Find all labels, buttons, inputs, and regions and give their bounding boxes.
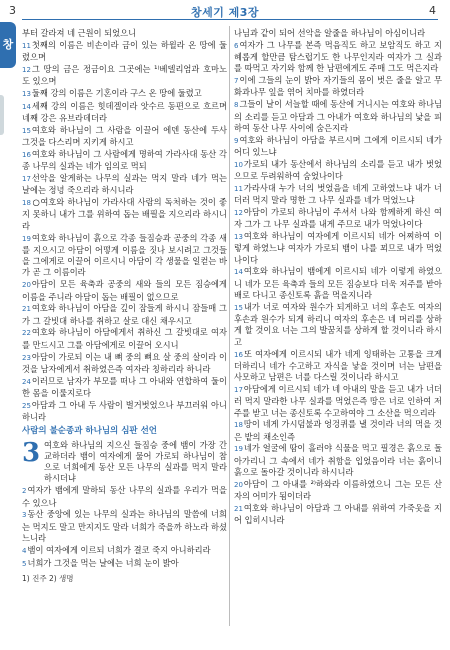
- verse: [234, 443, 442, 478]
- verse: [234, 207, 442, 231]
- verse: [234, 231, 442, 266]
- verse-text: 이러므로 남자가 부모를 떠나 그 아내와 연합하여 둘이 한 몸을 이룰지로다: [22, 375, 227, 398]
- verse-text: 첫째의 이름은 비손이라 금이 있는 하윌라 온 땅에 둘렸으며: [22, 39, 227, 63]
- verse-number: 2: [22, 487, 27, 496]
- verse-number: 11: [22, 41, 31, 50]
- verse: [22, 64, 227, 88]
- verse: [234, 135, 442, 159]
- verse-number: 11: [234, 184, 243, 193]
- page-header: [0, 0, 450, 20]
- verse: [234, 183, 442, 207]
- verse-number: 20: [234, 480, 243, 489]
- page-number-right: 4: [429, 4, 436, 17]
- verse-text: 여호와 하나님이 아담에게서 취하신 그 갈빗대로 여자를 만드시고 그를 아담에게로 이끌어 오시니: [22, 327, 227, 350]
- chapter-start: [22, 437, 227, 485]
- verse: [22, 233, 227, 279]
- verse-number: 13: [22, 89, 31, 98]
- verse-number: 7: [234, 77, 239, 86]
- verse-text: 여자가 그 나무를 본즉 먹음직도 하고 보암직도 하고 지혜롭게 할만큼 탐스럽기도 한 나무인지라 여자가 그 실과를 따먹고 자기와 함께 한 남편에게도 주매 그도 먹은지라: [234, 39, 442, 74]
- verse-number: 14: [22, 102, 31, 111]
- verse-number: 17: [22, 175, 31, 184]
- verse: [22, 545, 227, 557]
- verse: [22, 40, 227, 64]
- verse-text: 아담이 가로되 하나님이 주셔서 나와 함께하게 하신 여자 그가 그 나무 실과를 내게 주므로 내가 먹었나이다: [234, 206, 442, 230]
- verse: [234, 503, 442, 527]
- verse: [22, 509, 227, 544]
- verse-text: 네가 얼굴에 땀이 흘러야 식물을 먹고 필경은 흙으로 돌아가리니 그 속에서 네가 취함을 입었음이라 너는 흙이니 흙으로 돌아갈 것이니라 하시니라: [234, 443, 442, 477]
- page-title: 창세기 제3장: [190, 6, 260, 19]
- verse: [22, 28, 227, 39]
- verse: [22, 125, 227, 149]
- column-divider: [229, 26, 230, 626]
- verse: [22, 279, 227, 303]
- verse-text: 나님과 같이 되어 선악을 알줄을 하나님이 아심이니라: [234, 28, 426, 38]
- verse-number: 12: [22, 65, 31, 74]
- verse-text: 아담이 가로되 이는 내 뼈 중의 뼈요 살 중의 살이라 이것을 남자에게서 취하였은즉 여자라 칭하리라 하니라: [22, 351, 227, 374]
- verse-number: 23: [22, 353, 31, 362]
- right-column: [234, 28, 442, 527]
- verse-text: 여호와 하나님의 지으신 들짐승 중에 뱀이 가장 간교하더라 뱀이 여자에게 물어 가로되 하나님이 참으로 너희에게 동산 모든 나무의 실과를 먹지 말라 하시더냐: [44, 439, 227, 484]
- verse-text: 여호와 하나님이 아담을 깊이 잠들게 하시니 잠들매 그가 그 갈빗대 하나를 취하고 살로 대신 채우시고: [22, 303, 227, 326]
- verse-text: 내가 너로 여자와 원수가 되게하고 너의 후손도 여자의 후손과 원수가 되게 하리니 여자의 후손은 네 머리를 상하게 할 것이요 너는 그의 발꿈치를 상하게 할 것이니라 하시고: [234, 301, 442, 347]
- verse-text: 아담이 그 아내를 ²⁾하와라 이름하였으니 그는 모든 산 자의 어미가 됨이더라: [234, 478, 442, 502]
- verse-number: 3: [22, 511, 27, 520]
- verse-number: 8: [234, 101, 239, 110]
- verse-number: 15: [234, 303, 243, 312]
- chapter-number: 3: [22, 437, 41, 468]
- verse-text: 여호와 하나님이 뱀에게 이르시되 네가 이렇게 하였으니 네가 모든 육축과 들의 모든 짐승보다 더욱 저주를 받아 배로 다니고 종신토록 흙을 먹을지니라: [234, 266, 442, 301]
- verse-text: 아담과 그 아내 두 사람이 벌거벗었으나 부끄러워 아니하니라: [22, 399, 227, 422]
- verse: [22, 485, 227, 509]
- verse: [234, 99, 442, 134]
- verse-text: 또 여자에게 이르시되 내가 네게 잉태하는 고통을 크게 더하리니 네가 수고하고 자식을 낳을 것이며 너는 남편을 사모하고 남편은 너를 다스릴 것이니라 하시고: [234, 348, 442, 383]
- verse-number: 6: [234, 41, 239, 50]
- verse: [22, 149, 227, 173]
- verse: [234, 266, 442, 301]
- verse-number: 16: [234, 350, 243, 359]
- verse-number: 19: [22, 234, 31, 243]
- verse: [234, 28, 442, 39]
- verse: [22, 400, 227, 424]
- verse: [234, 419, 442, 443]
- section-heading: 사람의 불순종과 하나님의 심판 선언: [22, 426, 158, 437]
- verse: [22, 303, 227, 327]
- verse-text: 아담이 모든 육축과 공중의 새와 들의 모든 짐승에게 이름을 주니라 아담이 돕는 배필이 없으므로: [22, 279, 227, 302]
- verse-number: 18: [234, 421, 243, 430]
- verse-text: 세째 강의 이름은 힛데겔이라 앗수르 동편으로 흐르며 네째 강은 유브라데더라: [22, 100, 227, 124]
- verse: [234, 159, 442, 183]
- verse-number: 24: [22, 377, 31, 386]
- verse: [22, 101, 227, 125]
- verse-text: 둘째 강의 이름은 기혼이라 구스 온 땅에 둘렸고: [31, 87, 202, 98]
- verse-number: 14: [234, 268, 243, 277]
- verse: [22, 327, 227, 351]
- verse: [234, 479, 442, 503]
- verse-text: 여호와 하나님이 아담과 그 아내를 위하여 가죽옷을 지어 입히시니라: [234, 502, 442, 526]
- verse-text: 여자가 뱀에게 말하되 동산 나무의 실과를 우리가 먹을 수 있으나: [22, 485, 227, 508]
- verse-text: 가로되 내가 동산에서 하나님의 소리를 듣고 내가 벗었으므로 두려워하여 숨었나이다: [234, 158, 442, 182]
- verse: [234, 40, 442, 75]
- verse-number: 15: [22, 126, 31, 135]
- footnote: 1) 진주 2) 생명: [22, 573, 74, 583]
- book-tab[interactable]: 창: [0, 22, 16, 68]
- verse-text: 너희가 그것을 먹는 날에는 너희 눈이 밝아: [27, 557, 179, 568]
- verse-number: 21: [22, 305, 31, 314]
- verse: [234, 302, 442, 348]
- verse-number: 20: [22, 281, 31, 290]
- verse: [234, 349, 442, 384]
- verse-text: 뱀이 여자에게 이르되 너희가 결코 죽지 아니하리라: [27, 544, 211, 555]
- verse-text: 여호와 하나님이 그 사람을 이끌어 에덴 동산에 두사 그것을 다스리며 지키게 하시고: [22, 124, 227, 148]
- left-column: [22, 28, 227, 584]
- verse: [234, 75, 442, 99]
- verse-number: 25: [22, 401, 31, 410]
- verse-number: 10: [234, 160, 243, 169]
- verse: [234, 384, 442, 419]
- verse-text: 가라사대 누가 너의 벗었음을 네게 고하였느냐 내가 너더러 먹지 말라 명한 그 나무 실과를 네가 먹었느냐: [234, 182, 442, 206]
- page-number-left: 3: [9, 4, 16, 17]
- verse-text: 여호와 하나님이 아담을 부르시며 그에게 이르시되 네가 어디 있느냐: [234, 134, 442, 157]
- verse-text: 그들이 날이 서늘할 때에 동산에 거니시는 여호와 하나님의 소리를 듣고 아담과 그 아내가 여호와 하나님의 낯을 피하여 동산 나무 사이에 숨은지라: [234, 99, 442, 133]
- verse-text: 여호와 하나님이 그 사람에게 명하여 가라사대 동산 각종 나무의 실과는 네가 임의로 먹되: [22, 148, 227, 172]
- verse-number: 17: [234, 385, 243, 394]
- verse-number: 13: [234, 233, 243, 242]
- verse-number: 18: [22, 199, 31, 208]
- verse-number: 9: [234, 136, 239, 145]
- verse-text: 그 땅의 금은 정금이요 그곳에는 ¹⁾베델리엄과 호마노도 있으며: [22, 63, 227, 87]
- verse-text: 선악을 알게하는 나무의 실과는 먹지 말라 네가 먹는 날에는 정녕 죽으리라 하시니라: [22, 173, 227, 196]
- page-edge-mark: [0, 95, 4, 135]
- verse-number: 21: [234, 504, 243, 513]
- verse-text: 부터 갈라져 네 근원이 되었으니: [22, 28, 137, 38]
- verse-text: 아담에게 이르시되 네가 네 아내의 말을 듣고 내가 너더러 먹지 말라한 나무 실과를 먹었은즉 땅은 너로 인하여 저주를 받고 너는 종신토록 수고하여야 그 소산을 먹으리라: [234, 383, 442, 418]
- verse: [22, 558, 227, 570]
- header-rule: [22, 19, 438, 20]
- verse-text: 여호와 하나님이 흙으로 각종 들짐승과 공중의 각종 새를 지으시고 아담이 어떻게 이름을 짓나 보시려고 그것들을 그에게로 이끌어 이르시니 아담이 각 생물을 일컫는 바가 곧 그 이름이라: [22, 232, 227, 278]
- verse: [22, 88, 227, 100]
- verse: [22, 352, 227, 376]
- verse: [22, 173, 227, 197]
- verse-text: ○여호와 하나님이 가라사대 사람의 독처하는 것이 좋지 못하니 내가 그를 위하여 돕는 배필을 지으리라 하시니라: [22, 197, 227, 231]
- verse: [22, 376, 227, 400]
- verse-number: 16: [22, 150, 31, 159]
- verse-number: 22: [22, 329, 31, 338]
- verse-text: 여호와 하나님이 여자에게 이르시되 네가 어찌하여 이렇게 하였느냐 여자가 가로되 뱀이 나를 꾀므로 내가 먹었나이다: [234, 231, 442, 265]
- verse-number: 5: [22, 559, 27, 568]
- verse-text: 이에 그들의 눈이 밝아 자기들의 몸이 벗은 줄을 알고 무화과나무 잎을 엮어 치마를 하였더라: [234, 75, 442, 98]
- verse: [22, 197, 227, 232]
- verse-number: 19: [234, 445, 243, 454]
- verse-number: 12: [234, 208, 243, 217]
- verse-number: 4: [22, 546, 27, 555]
- verse-text: 땅이 네게 가시덤불과 엉겅퀴를 낼 것이라 너의 먹을 것은 밭의 채소인즉: [234, 419, 442, 442]
- verse-text: 동산 중앙에 있는 나무의 실과는 하나님의 말씀에 너희는 먹지도 말고 만지지도 말라 너희가 죽을까 하노라 하셨느니라: [22, 509, 227, 543]
